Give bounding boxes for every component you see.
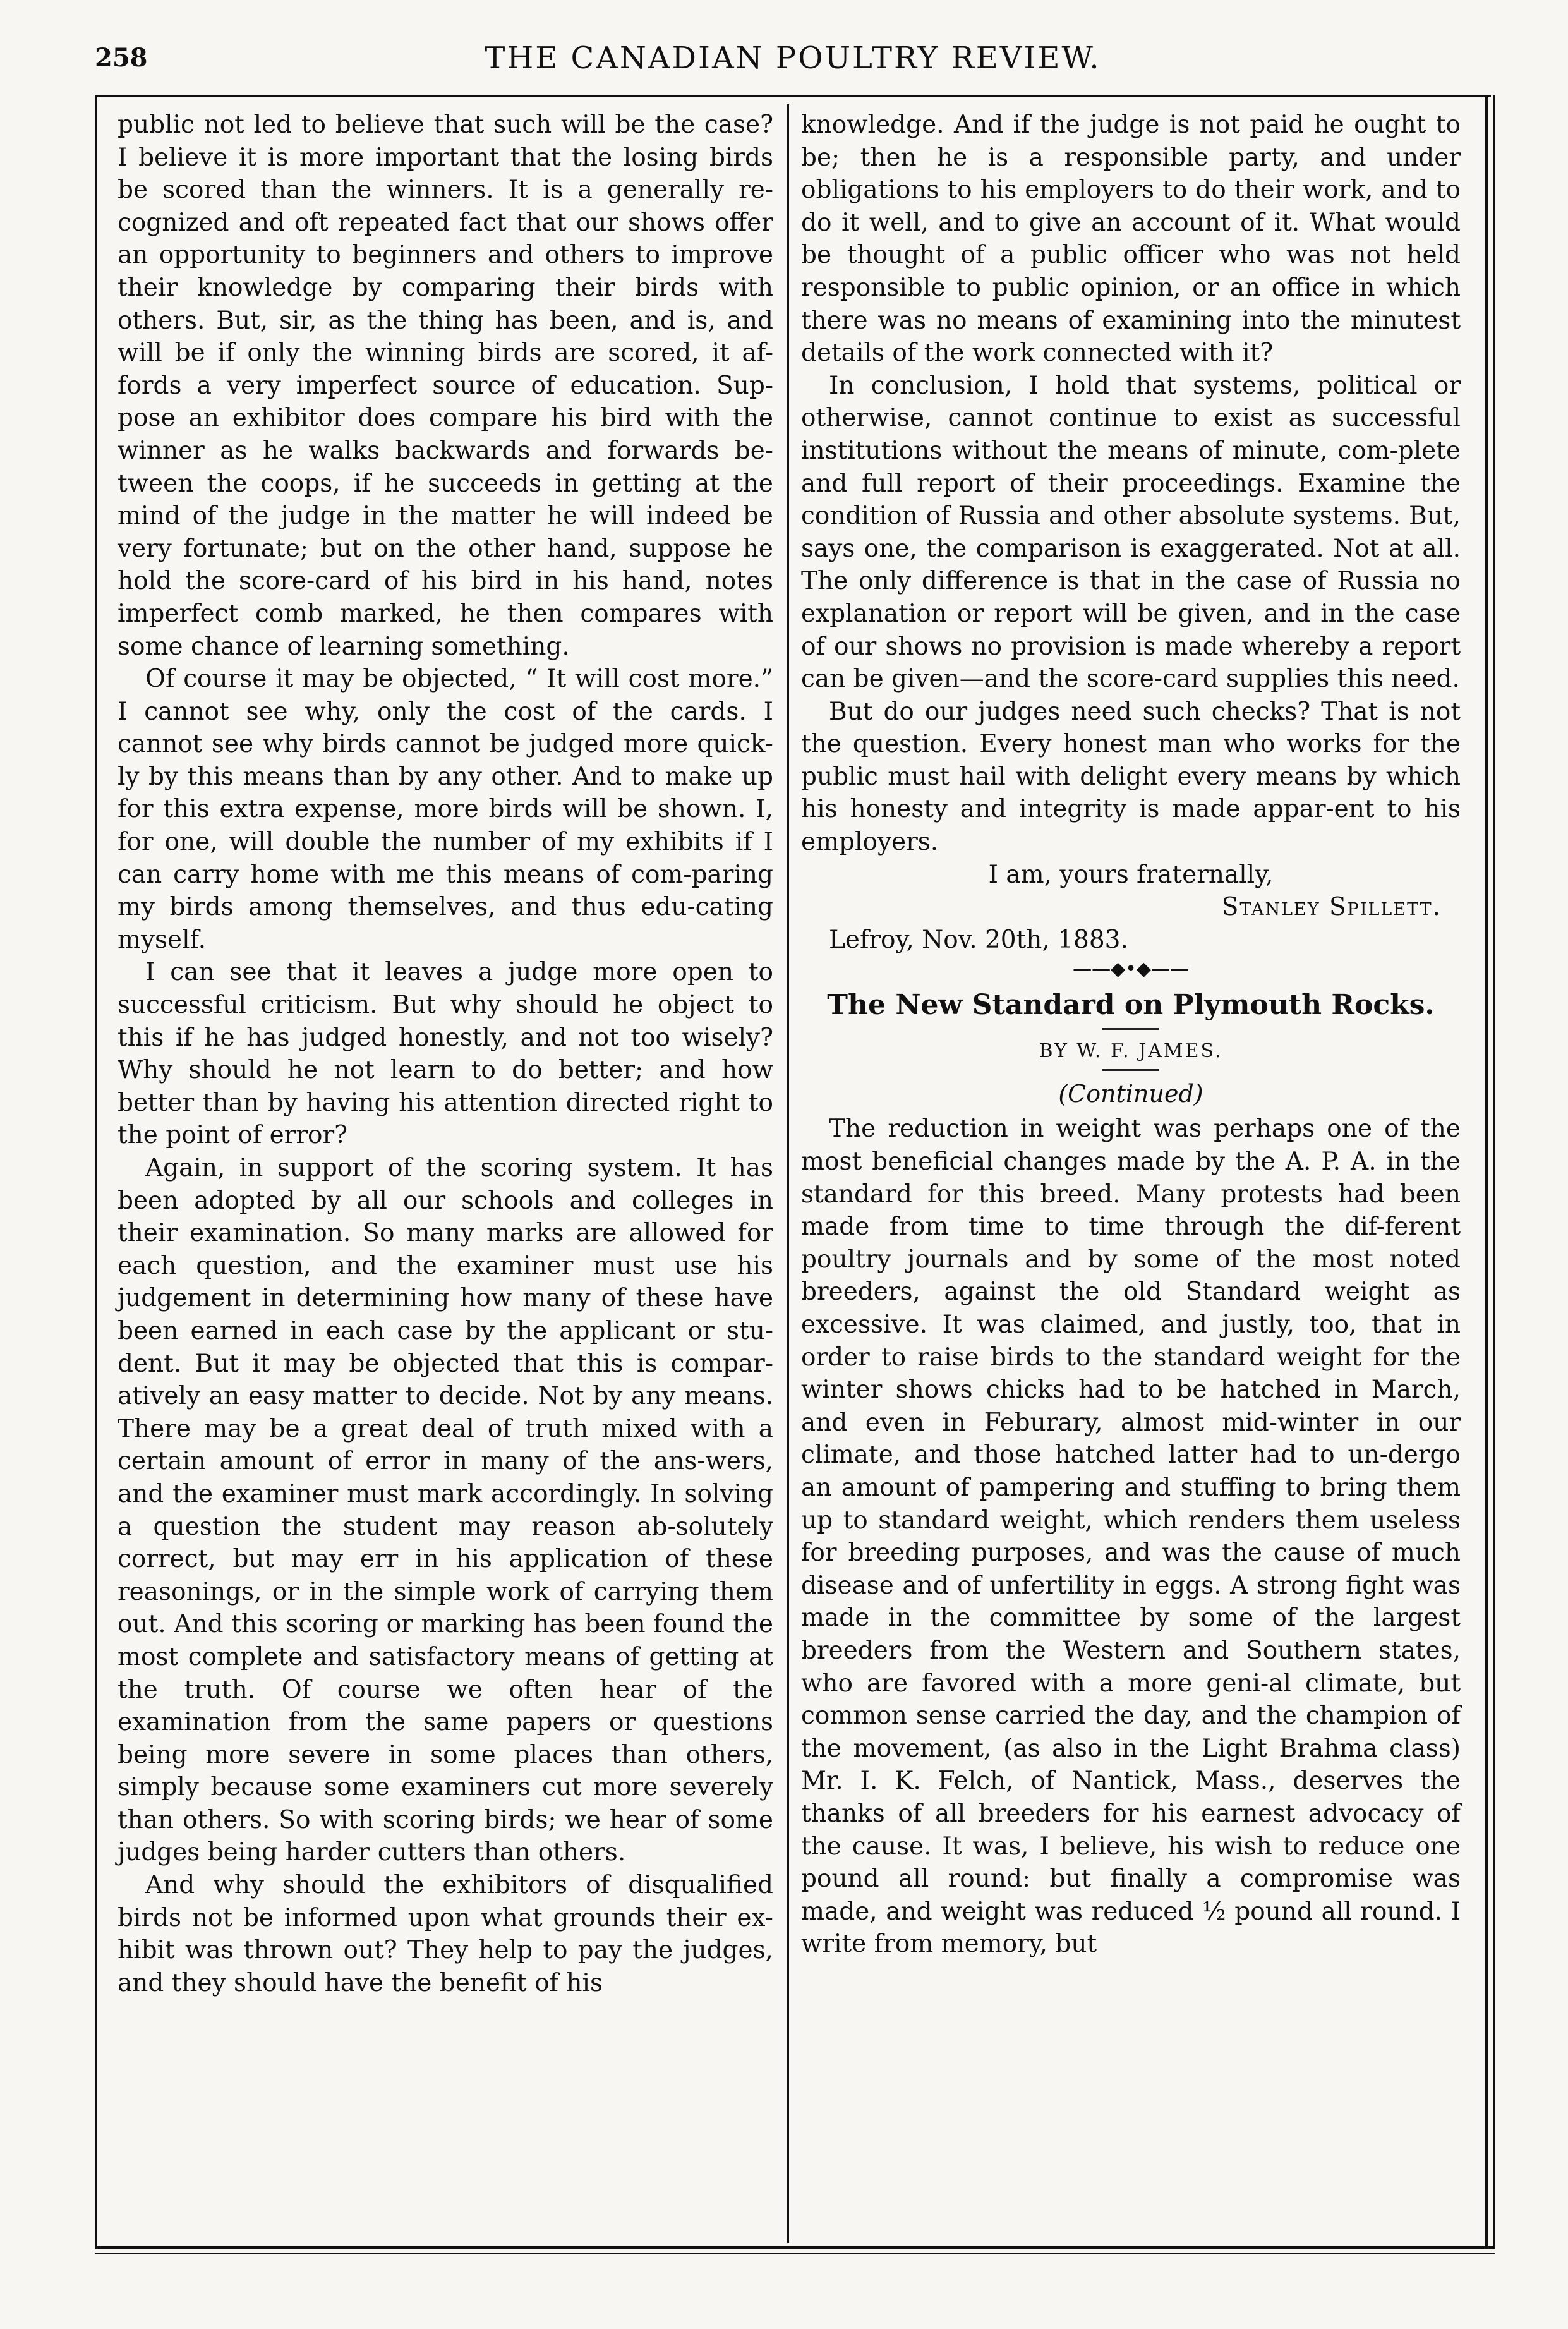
section-ornament: ——◆•◆—— [1073,958,1189,981]
byline-rule [1102,1069,1159,1071]
left-paragraph: Of course it may be objected, “ It will cost more.” I cannot see why, only the cost of the cards. I cannot see why birds cannot be judged more quick-ly by this means than by any other. And to make up for this extra expense, more birds will be shown. I, for one, will double the number of my exhibits if I can carry home with me this means of com-paring my birds among themselves, and thus edu-cating myself. [118,665,773,954]
bottom-rule [95,2246,1495,2249]
journal-title: THE CANADIAN POULTRY REVIEW. [485,40,1101,76]
bottom-rule-thin [95,2253,1495,2254]
header-rule [95,95,1491,97]
left-column [118,109,773,1999]
title-rule [1102,1028,1159,1030]
right-column [801,109,1461,1961]
letter-place-date: Lefroy, Nov. 20th, 1883. [829,925,1128,954]
right-paragraph: knowledge. And if the judge is not paid he ought to be; then he is a responsible party, and under obligations to his employers to do their work, and to do it well, and to give an account of it. What would be thought of a public officer who was not held responsible to public opinion, or an office in which there was no means of examining into the minutest details of the work connected with it? [801,111,1461,368]
right-paragraph: But do our judges need such checks? That is not the question. Every honest man who works for the public must hail with delight every means by which his honesty and integrity is made appar-ent to his employers. [801,697,1461,857]
page-number: 258 [95,43,148,73]
right-paragraph: In conclusion, I hold that systems, political or otherwise, cannot continue to exist as successful institutions without the means of minute, com-plete and full report of their proceedings. Examine the condition of Russia and other absolute systems. But, says one, the comparison is exaggerated. Not at all. The only difference is that in the case of Russia no explanation or report will be given, and in the case of our shows no provision is made whereby a report can be given—and the score-card supplies this need. [801,371,1461,694]
left-paragraph: I can see that it leaves a judge more open to successful criticism. But why should he object to this if he has judged honestly, and not too wisely? Why should he not learn to do better; and how better than by having his attention directed right to the point of error? [118,958,773,1150]
column-divider [787,104,789,2243]
letter-signature: Stanley Spillett. [1221,893,1442,922]
article-paragraph: The reduction in weight was perhaps one of the most beneficial changes made by the A. P. A. in the standard for this breed. Many protests had been made from time to time through the dif-ferent poultry journals and by some of the most noted breeders, against the old Standard weight as excessive. It was claimed, and justly, too, that in order to raise birds to the standard weight for the winter shows chicks had to be hatched in March, and even in Feburary, almost mid-winter in our climate, and those hatched latter had to un-dergo an amount of pampering and stuffing to bring them up to standard weight, which renders them useless for breeding purposes, and was the cause of much disease and of unfertility in eggs. A strong fight was made in the committee by some of the largest breeders from the Western and Southern states, who are favored with a more geni-al climate, but common sense carried the day, and the champion of the movement, (as also in the Light Brahma class) Mr. I. K. Felch, of Nantick, Mass., deserves the thanks of all breeders for his earnest advocacy of the cause. It was, I believe, his wish to reduce one pound all round: but finally a compromise was made, and weight was reduced ½ pound all round. I write from memory, but [801,1115,1461,1959]
article-byline: BY W. F. JAMES. [1039,1040,1223,1063]
left-paragraph: public not led to believe that such will be the case? I believe it is more important that the losing birds be scored than the winners. It is a generally re-cognized and oft repeated fact that our shows offer an opportunity to beginners and others to improve their knowledge by comparing their birds with others. But, sir, as the thing has been, and is, and will be if only the winning birds are scored, it af-fords a very imperfect source of education. Sup-pose an exhibitor does compare his bird with the winner as he walks backwards and forwards be-tween the coops, if he succeeds in getting at the mind of the judge in the matter he will indeed be very fortunate; but on the other hand, suppose he hold the score-card of his bird in his hand, notes imperfect comb marked, he then compares with some chance of learning something. [118,111,773,661]
letter-closing: I am, yours fraternally, [988,860,1274,889]
right-outer-rule [1493,95,1495,2246]
page-header [95,37,1491,94]
left-paragraph: Again, in support of the scoring system. It has been adopted by all our schools and colleges in their examination. So many marks are allowed for each question, and the examiner must use his judgement in determining how many of these have been earned in each case by the applicant or stu-dent. But it may be objected that this is compar-atively an easy matter to decide. Not by any means. There may be a great deal of truth mixed with a certain amount of error in many of the ans-wers, and the examiner must mark accordingly. In solving a question the student may reason ab-solutely correct, but may err in his application of these reasonings, or in the simple work of carrying them out. And this scoring or marking has been found the most complete and satisfactory means of getting at the truth. Of course we often hear of the examination from the same papers or questions being more severe in some places than others, simply because some examiners cut more severely than others. So with scoring birds; we hear of some judges being harder cutters than others. [118,1154,773,1867]
left-paragraph: And why should the exhibitors of disqualified birds not be informed upon what grounds their ex-hibit was thrown out? They help to pay the judges, and they should have the benefit of his [118,1871,773,1997]
article-title: The New Standard on Plymouth Rocks. [827,989,1435,1022]
left-border-rule [95,95,97,2246]
right-border-rule [1485,95,1488,2246]
continued-label: (Continued) [1058,1080,1203,1108]
